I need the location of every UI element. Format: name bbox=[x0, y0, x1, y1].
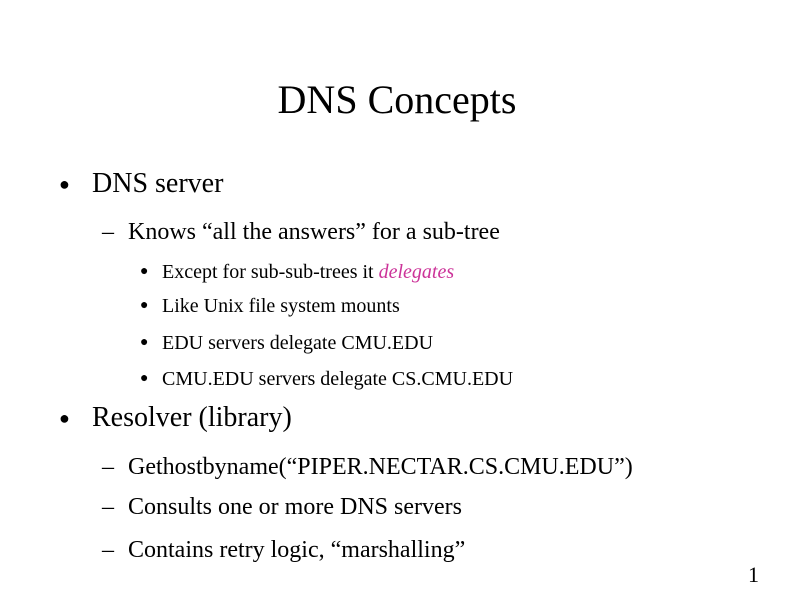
subsub-item-edu-delegate bbox=[140, 330, 434, 356]
dash-icon: – bbox=[102, 454, 114, 480]
subsub-item-text: EDU servers delegate CMU.EDU bbox=[162, 332, 434, 354]
subsub-item-cmu-delegate bbox=[140, 366, 514, 392]
subbullet-gethostbyname bbox=[102, 452, 633, 482]
subsub-item-text: Except for sub-sub-trees it bbox=[162, 261, 379, 283]
bullet-text: Resolver (library) bbox=[92, 402, 292, 433]
dash-icon: – bbox=[102, 537, 114, 563]
subbullet-text: Contains retry logic, “marshalling” bbox=[128, 537, 466, 563]
subbullet-knows-answers bbox=[102, 217, 500, 247]
bullet-dns-server bbox=[59, 167, 224, 201]
subsub-item-delegates bbox=[140, 259, 455, 285]
subsub-item-text: CMU.EDU servers delegate CS.CMU.EDU bbox=[162, 368, 514, 390]
page-number: 1 bbox=[748, 562, 759, 587]
subbullet-text: Knows “all the answers” for a sub-tree bbox=[128, 219, 500, 245]
bullet-icon: ● bbox=[140, 298, 149, 313]
bullet-icon: ● bbox=[59, 174, 70, 194]
dash-icon: – bbox=[102, 219, 114, 245]
bullet-resolver bbox=[59, 401, 292, 435]
bullet-icon: ● bbox=[140, 335, 149, 350]
subbullet-retry-logic bbox=[102, 535, 466, 565]
dash-icon: – bbox=[102, 494, 114, 520]
bullet-icon: ● bbox=[140, 264, 149, 279]
subsub-item-text: Like Unix file system mounts bbox=[162, 295, 400, 317]
subsub-item-unix-mounts bbox=[140, 293, 400, 319]
emphasized-word: delegates bbox=[378, 261, 455, 283]
slide-title: DNS Concepts bbox=[277, 77, 517, 122]
bullet-icon: ● bbox=[59, 408, 70, 428]
subbullet-text: Consults one or more DNS servers bbox=[128, 494, 462, 520]
bullet-icon: ● bbox=[140, 371, 149, 386]
subbullet-consults-servers bbox=[102, 492, 462, 522]
bullet-text: DNS server bbox=[92, 168, 224, 199]
subbullet-text: Gethostbyname(“PIPER.NECTAR.CS.CMU.EDU”) bbox=[128, 454, 633, 480]
